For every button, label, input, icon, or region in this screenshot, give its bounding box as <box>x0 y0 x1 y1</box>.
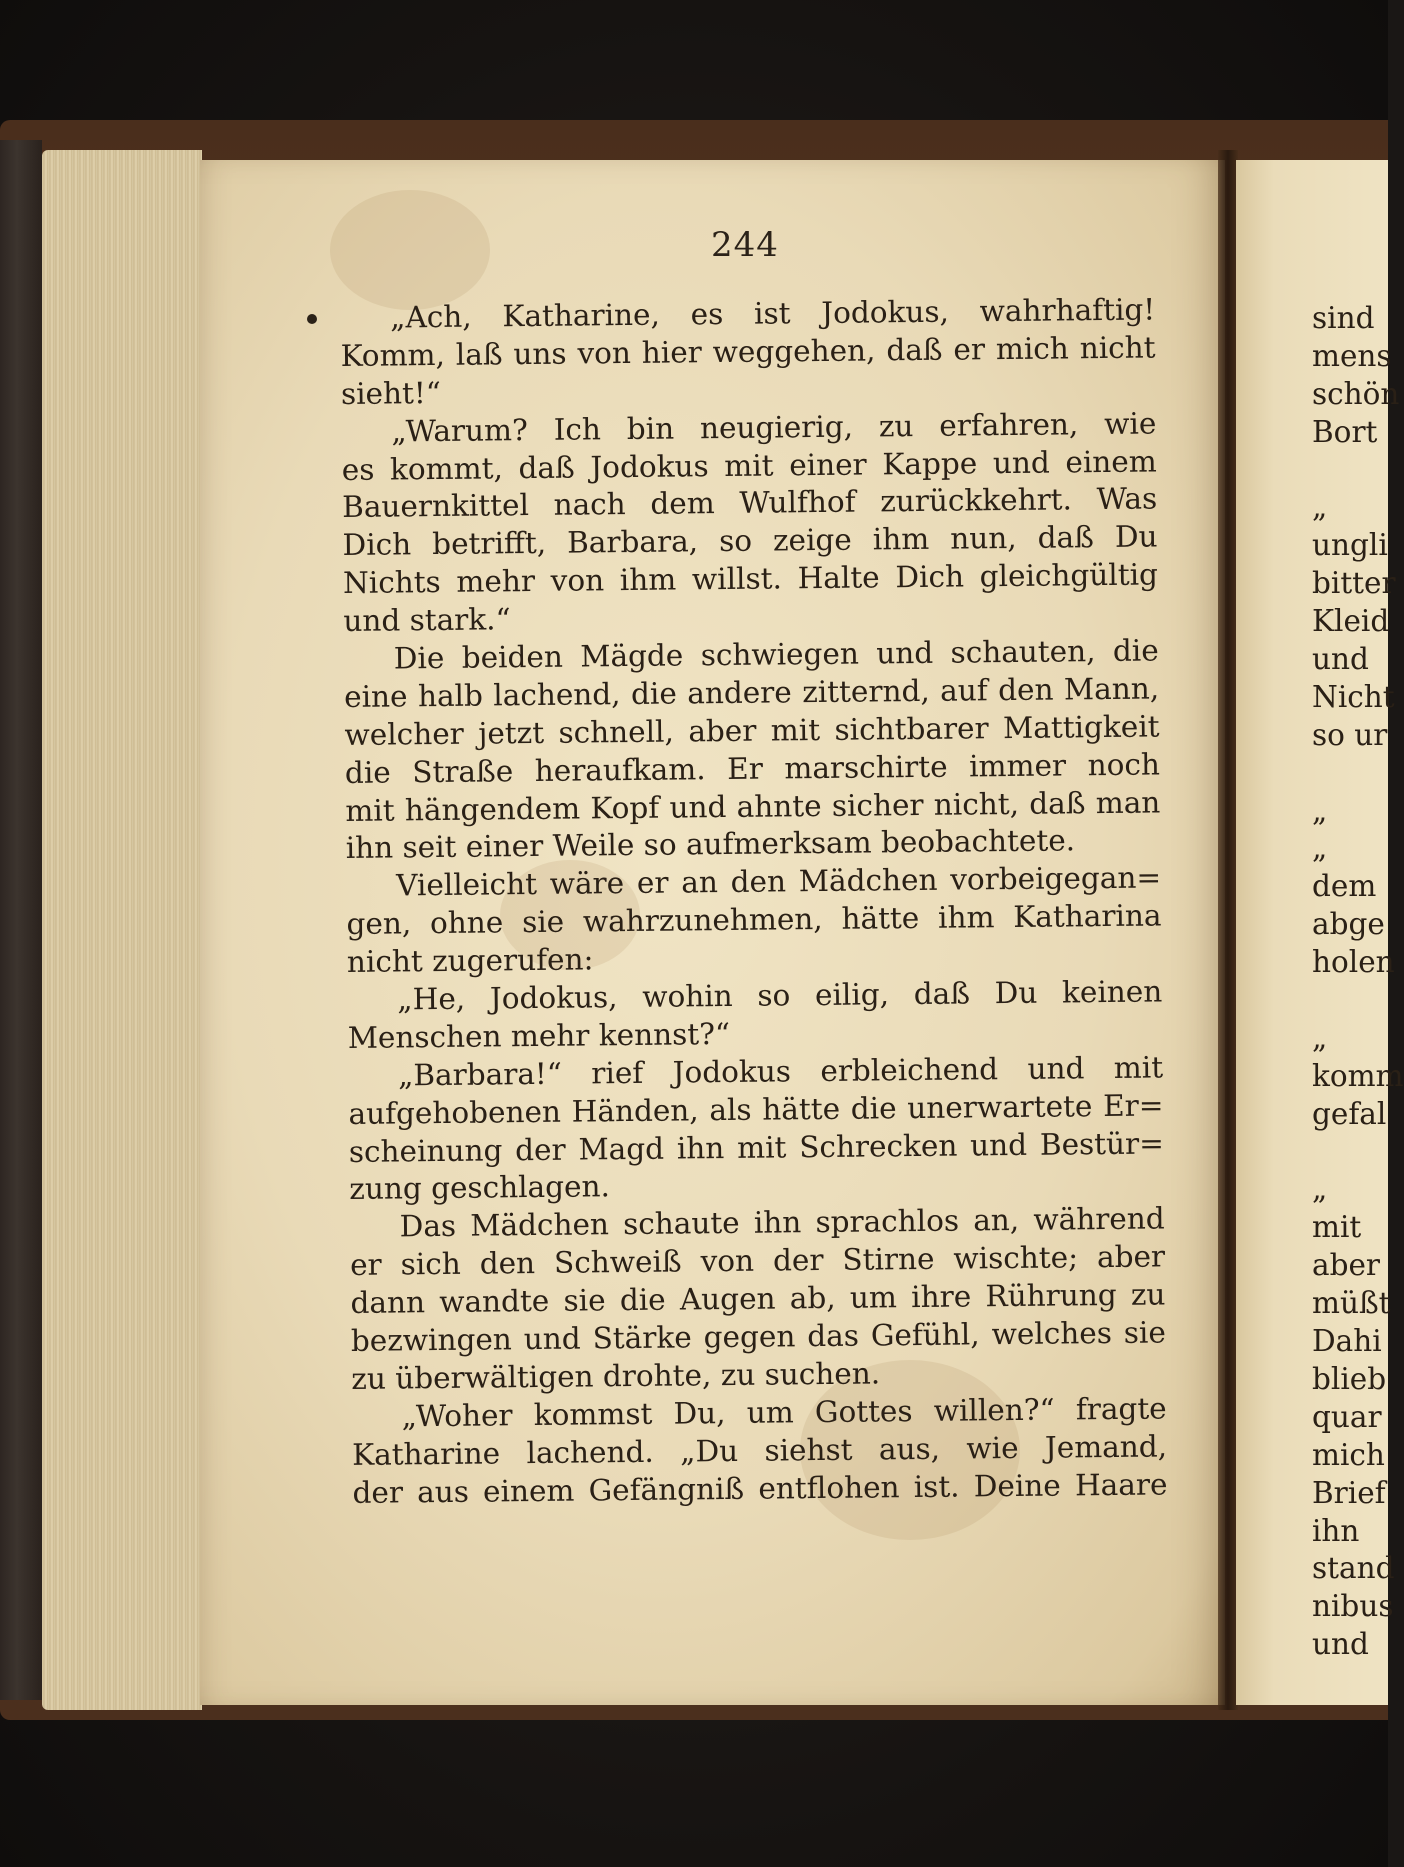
text-line: dann wandte sie die Augen ab, um ihre Rührung zu <box>350 1277 1166 1321</box>
text-fragment: ungli <box>1312 528 1388 563</box>
text-fragment: müßt <box>1312 1286 1391 1321</box>
text-fragment: Brief <box>1312 1475 1386 1510</box>
text-line: Das Mädchen schaute ihn sprachlos an, während <box>399 1201 1165 1244</box>
text-line: scheinung der Magd ihn mit Schrecken und Bestür= <box>348 1126 1165 1169</box>
text-line: „Woher kommst Du, um Gottes willen?“ fragte <box>401 1391 1167 1434</box>
text-line: „Warum? Ich bin neugierig, zu erfahren, wie <box>391 406 1157 449</box>
text-line: gen, ohne sie wahrzunehmen, hätte ihm Katharina <box>346 898 1162 942</box>
text-fragment: und <box>1312 642 1369 677</box>
text-line: eine halb lachend, die andere zitternd, auf den Mann, <box>343 671 1160 714</box>
text-line: Katharine lachend. „Du siehst aus, wie Jemand, <box>351 1429 1168 1472</box>
text-line: ihn seit einer Weile so aufmerksam beobachtete. <box>345 823 1076 866</box>
book-gutter <box>1218 150 1238 1710</box>
text-line: Nichts mehr von ihm willst. Halte Dich gleichgültig <box>342 557 1159 601</box>
text-line: die Straße heraufkam. Er marschirte immer noch <box>344 747 1161 790</box>
text-line: „Ach, Katharine, es ist Jodokus, wahrhaftig! <box>390 292 1156 335</box>
text-line: es kommt, daß Jodokus mit einer Kappe und einem <box>341 444 1157 487</box>
text-line: Vielleicht wäre er an den Mädchen vorbeigegan= <box>395 860 1162 903</box>
text-fragment: abge <box>1312 907 1385 942</box>
text-fragment: „ <box>1312 490 1328 525</box>
text-fragment: Bort <box>1312 414 1378 449</box>
text-line: Bauernkittel nach dem Wulfhof zurückkehrt. Was <box>341 481 1158 525</box>
text-line: „He, Jodokus, wohin so eilig, daß Du keinen <box>397 974 1163 1017</box>
text-fragment: mens <box>1312 338 1392 373</box>
text-fragment: und <box>1312 1627 1369 1662</box>
text-fragment: quar <box>1312 1399 1382 1434</box>
text-fragment: „ <box>1312 831 1328 866</box>
paper-stain <box>330 190 490 310</box>
text-fragment: bitter <box>1312 566 1396 601</box>
right-page-text-fragments <box>1312 300 1404 1664</box>
text-fragment: Kleid <box>1312 604 1390 639</box>
text-fragment <box>1312 982 1388 1020</box>
text-fragment: so ur <box>1312 717 1388 752</box>
book-spine <box>0 140 42 1700</box>
left-page-text <box>340 291 1168 1512</box>
text-line: Dich betrifft, Barbara, so zeige ihm nun, daß Du <box>342 519 1158 563</box>
text-line: sieht!“ <box>340 375 441 411</box>
text-fragment: komm <box>1312 1058 1404 1093</box>
text-fragment <box>1312 452 1388 490</box>
text-fragment <box>1312 755 1388 793</box>
text-line: zu überwältigen drohte, zu suchen. <box>351 1356 881 1396</box>
text-line: Komm, laß uns von hier weggehen, daß er mich nicht <box>340 330 1156 373</box>
text-line: er sich den Schweiß von der Stirne wischte; aber <box>349 1239 1166 1283</box>
text-fragment: „ <box>1312 793 1328 828</box>
text-line: nicht zugerufen: <box>346 942 594 980</box>
text-fragment: stand <box>1312 1551 1395 1586</box>
text-fragment: blieb <box>1312 1361 1387 1396</box>
text-fragment: mich <box>1312 1437 1385 1472</box>
page-number: 244 <box>711 225 779 265</box>
text-line: aufgehobenen Händen, als hätte die unerwartete Er= <box>348 1088 1164 1131</box>
text-fragment: mit <box>1312 1210 1362 1245</box>
text-fragment <box>1312 1134 1388 1172</box>
margin-dot <box>307 314 317 324</box>
page-edges <box>42 150 202 1710</box>
text-line: bezwingen und Stärke gegen das Gefühl, welches sie <box>350 1315 1167 1358</box>
text-line: der aus einem Gefängniß entflohen ist. Deine Haare <box>352 1467 1168 1510</box>
text-fragment: gefal <box>1312 1096 1387 1131</box>
text-fragment: dem <box>1312 869 1377 904</box>
text-line: Die beiden Mägde schwiegen und schauten, die <box>393 633 1159 676</box>
text-fragment: aber <box>1312 1248 1381 1283</box>
text-fragment: holen <box>1312 945 1395 980</box>
text-fragment: Nicht <box>1312 679 1395 714</box>
text-line: Menschen mehr kennst?“ <box>347 1016 731 1055</box>
text-line: und stark.“ <box>343 602 511 639</box>
text-fragment: schön <box>1312 376 1400 411</box>
text-fragment: „ <box>1312 1172 1328 1207</box>
text-fragment: Dahi <box>1312 1324 1382 1359</box>
text-fragment: sind <box>1312 301 1375 335</box>
text-line: welcher jetzt schnell, aber mit sichtbarer Mattigkeit <box>344 709 1160 752</box>
text-line: mit hängendem Kopf und ahnte sicher nicht, daß man <box>345 785 1161 828</box>
text-line: zung geschlagen. <box>349 1169 611 1207</box>
text-line: „Barbara!“ rief Jodokus erbleichend und mit <box>397 1050 1164 1093</box>
text-fragment: ihn <box>1312 1513 1360 1548</box>
text-fragment: „ <box>1312 1020 1328 1055</box>
text-fragment: nibus <box>1312 1589 1394 1624</box>
